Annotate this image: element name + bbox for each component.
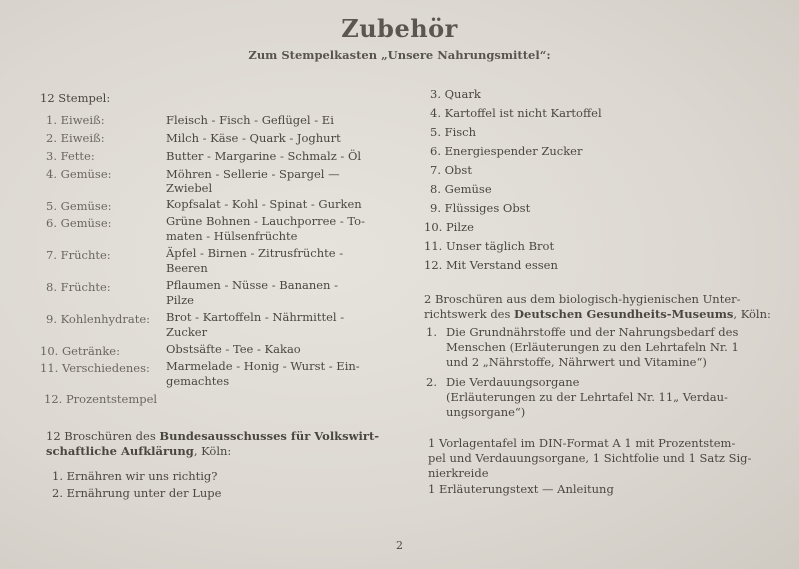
- page-subtitle: Zum Stempelkasten „Unsere Nahrungsmittel“:: [248, 48, 551, 62]
- stamp-text: Brot - Kartoffeln - Nährmittel -: [166, 310, 345, 324]
- brochure-item: 2. Ernährung unter der Lupe: [52, 486, 222, 500]
- brochure-item: 1. Ernähren wir uns richtig?: [52, 469, 218, 483]
- museum-heading-cont: richtswerk des Deutschen Gesundheits-Museums, Köln:: [424, 307, 771, 321]
- brochures-heading: 12 Broschüren des Bundesausschusses für Volkswirt-: [46, 429, 380, 443]
- museum-item-text: ungsorgane“): [446, 405, 526, 419]
- stamp-text: Pflaumen - Nüsse - Bananen -: [166, 278, 338, 292]
- museum-item-text: (Erläuterungen zu der Lehrtafel Nr. 11„ Verdau-: [446, 390, 728, 404]
- explanation-text: 1 Erläuterungstext — Anleitung: [428, 482, 614, 496]
- museum-item-text: Menschen (Erläuterungen zu den Lehrtafeln Nr. 1: [446, 340, 739, 354]
- din-text: 1 Vorlagentafel im DIN-Format A 1 mit Prozentstem-: [428, 436, 736, 450]
- din-text: pel und Verdauungsorgane, 1 Sichtfolie und 1 Satz Sig-: [428, 451, 752, 465]
- brochure-list-item: 8. Gemüse: [430, 182, 492, 196]
- stamp-text: gemachtes: [166, 374, 230, 388]
- museum-item-number: 1.: [426, 325, 437, 339]
- museum-item-text: Die Grundnährstoffe und der Nahrungsbedarf des: [446, 325, 739, 339]
- stamp-text: Äpfel - Birnen - Zitrusfrüchte -: [166, 246, 344, 260]
- stamp-text: Butter - Margarine - Schmalz - Öl: [166, 149, 362, 163]
- stamp-text: Marmelade - Honig - Wurst - Ein-: [166, 359, 360, 373]
- stamp-text: Zwiebel: [166, 181, 213, 195]
- brochure-list-item: 10. Pilze: [424, 220, 474, 234]
- stamp-label: 3. Fette:: [46, 149, 95, 163]
- stamp-text: Kopfsalat - Kohl - Spinat - Gurken: [166, 197, 362, 211]
- stamp-text: Pilze: [166, 293, 194, 307]
- stamps-heading: 12 Stempel:: [40, 91, 111, 105]
- museum-item-text: Die Verdauungsorgane: [446, 375, 580, 389]
- brochure-list-item: 6. Energiespender Zucker: [430, 144, 583, 158]
- brochure-list-item: 5. Fisch: [430, 125, 477, 139]
- stamp-text: Möhren - Sellerie - Spargel —: [166, 167, 340, 181]
- stamp-label: 9. Kohlenhydrate:: [46, 312, 151, 326]
- stamp-text: Obstsäfte - Tee - Kakao: [166, 342, 301, 356]
- page-title: Zubehör: [341, 14, 458, 43]
- museum-heading: 2 Broschüren aus dem biologisch-hygienischen Unter-: [424, 292, 741, 306]
- museum-item-text: und 2 „Nährstoffe, Nährwert und Vitamine“): [446, 355, 707, 369]
- stamp-text: Zucker: [166, 325, 208, 339]
- stamp-label: 1. Eiweiß:: [46, 113, 105, 127]
- brochure-list-item: 12. Mit Verstand essen: [424, 258, 558, 272]
- stamp-label: 11. Verschiedenes:: [40, 361, 150, 375]
- brochure-list-item: 7. Obst: [430, 163, 472, 177]
- brochure-list-item: 3. Quark: [430, 87, 481, 101]
- brochure-list-item: 9. Flüssiges Obst: [430, 201, 531, 215]
- stamp-label: 6. Gemüse:: [46, 216, 112, 230]
- stamp-label: 5. Gemüse:: [46, 199, 112, 213]
- stamp-label: 7. Früchte:: [46, 248, 111, 262]
- stamp-label: 12. Prozentstempel: [44, 392, 158, 406]
- stamp-label: 2. Eiweiß:: [46, 131, 105, 145]
- brochures-heading-cont: schaftliche Aufklärung, Köln:: [46, 444, 232, 458]
- museum-item-number: 2.: [426, 375, 437, 389]
- stamp-text: Grüne Bohnen - Lauchporree - To-: [166, 214, 365, 228]
- stamp-label: 10. Getränke:: [40, 344, 120, 358]
- stamp-text: maten - Hülsenfrüchte: [166, 229, 298, 243]
- stamp-text: Fleisch - Fisch - Geflügel - Ei: [166, 113, 334, 127]
- brochure-list-item: 11. Unser täglich Brot: [424, 239, 555, 253]
- page-number: 2: [396, 539, 403, 552]
- stamp-text: Beeren: [166, 261, 208, 275]
- stamp-label: 4. Gemüse:: [46, 167, 112, 181]
- stamp-text: Milch - Käse - Quark - Joghurt: [166, 131, 341, 145]
- brochure-list-item: 4. Kartoffel ist nicht Kartoffel: [430, 106, 602, 120]
- din-text: nierkreide: [428, 466, 489, 480]
- stamp-label: 8. Früchte:: [46, 280, 111, 294]
